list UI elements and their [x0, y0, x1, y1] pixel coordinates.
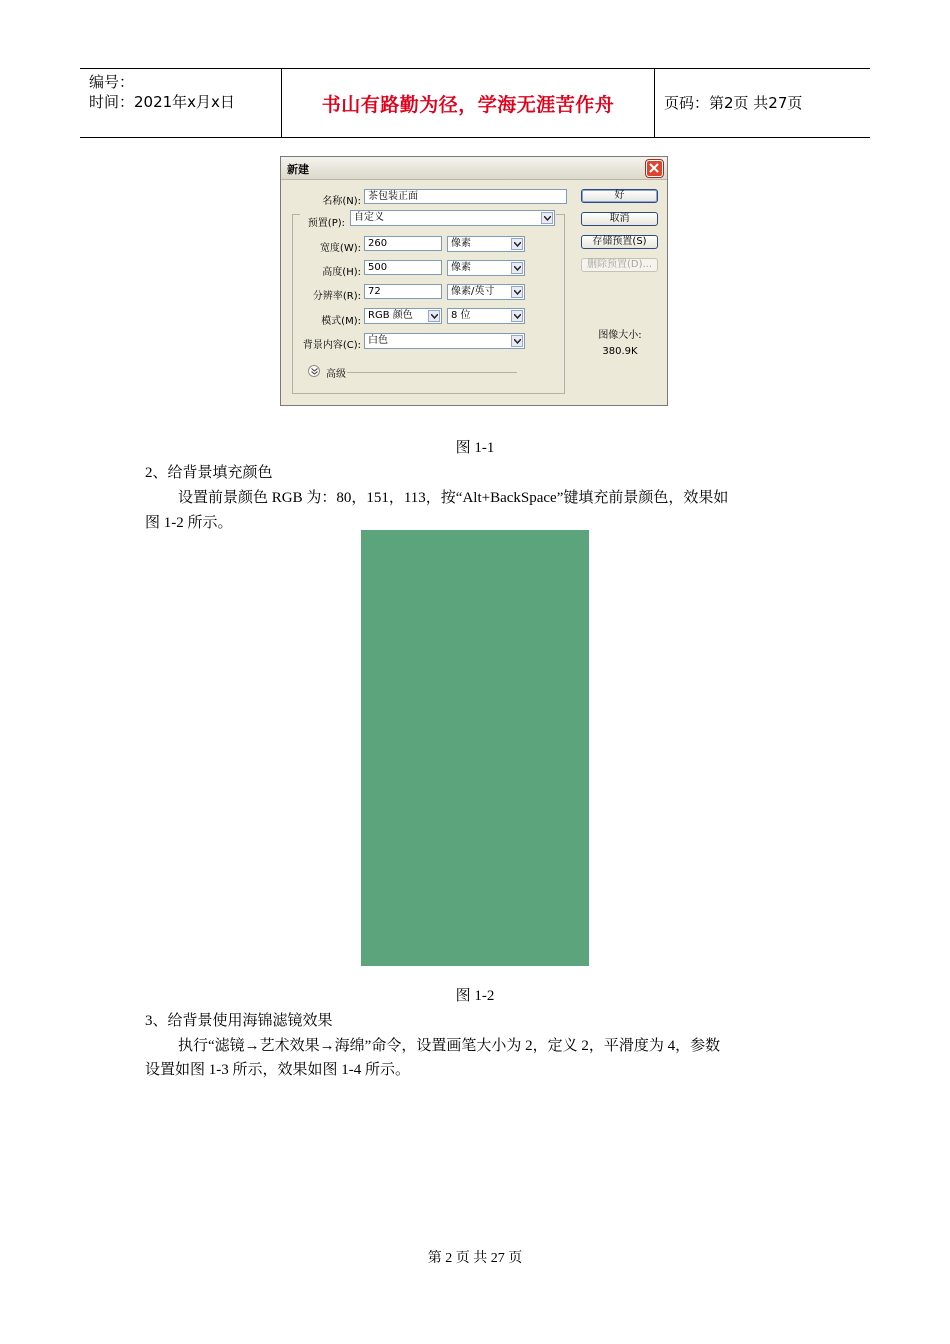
figure-caption-1: 图 1-1	[455, 440, 495, 456]
resolution-unit-value: 像素/英寸	[451, 286, 495, 297]
preset-value: 自定义	[354, 212, 384, 223]
background-label: 背景内容(C):	[302, 340, 361, 351]
name-field[interactable]: 茶包装正面	[364, 189, 567, 204]
chevron-down-icon	[511, 335, 523, 347]
serial-label: 编号：	[89, 73, 135, 91]
advanced-divider	[347, 372, 517, 373]
width-unit-select[interactable]	[447, 236, 525, 252]
height-label: 高度(H):	[322, 267, 361, 278]
time-label: 时间：2021年x月x日	[89, 93, 235, 111]
chevron-down-icon	[428, 310, 440, 322]
bitdepth-value: 8 位	[451, 310, 471, 321]
header-motto-cell	[282, 69, 655, 137]
new-document-dialog	[280, 156, 668, 406]
dialog-titlebar	[281, 157, 667, 180]
advanced-label: 高级	[326, 369, 346, 380]
motto-text: 书山有路勤为径，学海无涯苦作舟	[321, 93, 615, 116]
step2-text-line1: 设置前景颜色 RGB 为：80，151，113，按“Alt+BackSpace”键填充前景颜色，效果如	[178, 490, 729, 506]
cancel-button[interactable]: 取消	[581, 212, 658, 226]
chevron-down-icon	[511, 238, 523, 250]
close-icon[interactable]	[646, 160, 663, 177]
dialog-title: 新建	[287, 163, 309, 176]
preset-select[interactable]	[350, 210, 555, 226]
width-field[interactable]: 260	[364, 236, 442, 251]
background-select[interactable]	[364, 333, 525, 349]
step3-text-line2: 设置如图 1-3 所示，效果如图 1-4 所示。	[145, 1062, 410, 1078]
bitdepth-select[interactable]	[447, 308, 525, 324]
resolution-label: 分辨率(R):	[312, 291, 361, 302]
mode-value: RGB 颜色	[368, 310, 413, 321]
step2-text-line2: 图 1-2 所示。	[145, 515, 233, 531]
width-unit-value: 像素	[451, 238, 471, 249]
mode-select[interactable]	[364, 308, 442, 324]
step2-heading: 2、给背景填充颜色	[145, 465, 273, 481]
preset-label: 预置(P):	[307, 218, 345, 229]
width-label: 宽度(W):	[319, 243, 361, 254]
height-unit-value: 像素	[451, 262, 471, 273]
step3-text-line1: 执行“滤镜→艺术效果→海绵”命令，设置画笔大小为 2，定义 2，平滑度为 4，参数	[178, 1038, 721, 1054]
height-field[interactable]: 500	[364, 260, 442, 275]
resolution-unit-select[interactable]	[447, 284, 525, 300]
page-footer: 第 2 页 共 27 页	[427, 1251, 523, 1266]
image-size-value: 380.9K	[602, 346, 638, 357]
header-meta-cell	[80, 69, 282, 137]
chevron-down-icon	[511, 286, 523, 298]
background-value: 白色	[368, 335, 388, 346]
chevron-down-icon	[511, 262, 523, 274]
page-header	[80, 68, 870, 138]
image-size-label: 图像大小:	[598, 330, 642, 341]
delete-preset-button[interactable]: 删除预置(D)...	[581, 258, 658, 272]
chevron-down-icon	[541, 212, 553, 224]
page-info: 页码：第2页 共27页	[664, 94, 803, 112]
figure-caption-2: 图 1-2	[455, 988, 495, 1004]
expand-icon	[308, 365, 320, 377]
name-label: 名称(N):	[322, 196, 361, 207]
mode-label: 模式(M):	[321, 316, 361, 327]
step3-heading: 3、给背景使用海锦滤镜效果	[145, 1013, 333, 1029]
ok-button[interactable]: 好	[581, 189, 658, 203]
height-unit-select[interactable]	[447, 260, 525, 276]
filled-background-swatch	[361, 530, 589, 966]
resolution-field[interactable]: 72	[364, 284, 442, 299]
chevron-down-icon	[511, 310, 523, 322]
save-preset-button[interactable]: 存储预置(S)	[581, 235, 658, 249]
